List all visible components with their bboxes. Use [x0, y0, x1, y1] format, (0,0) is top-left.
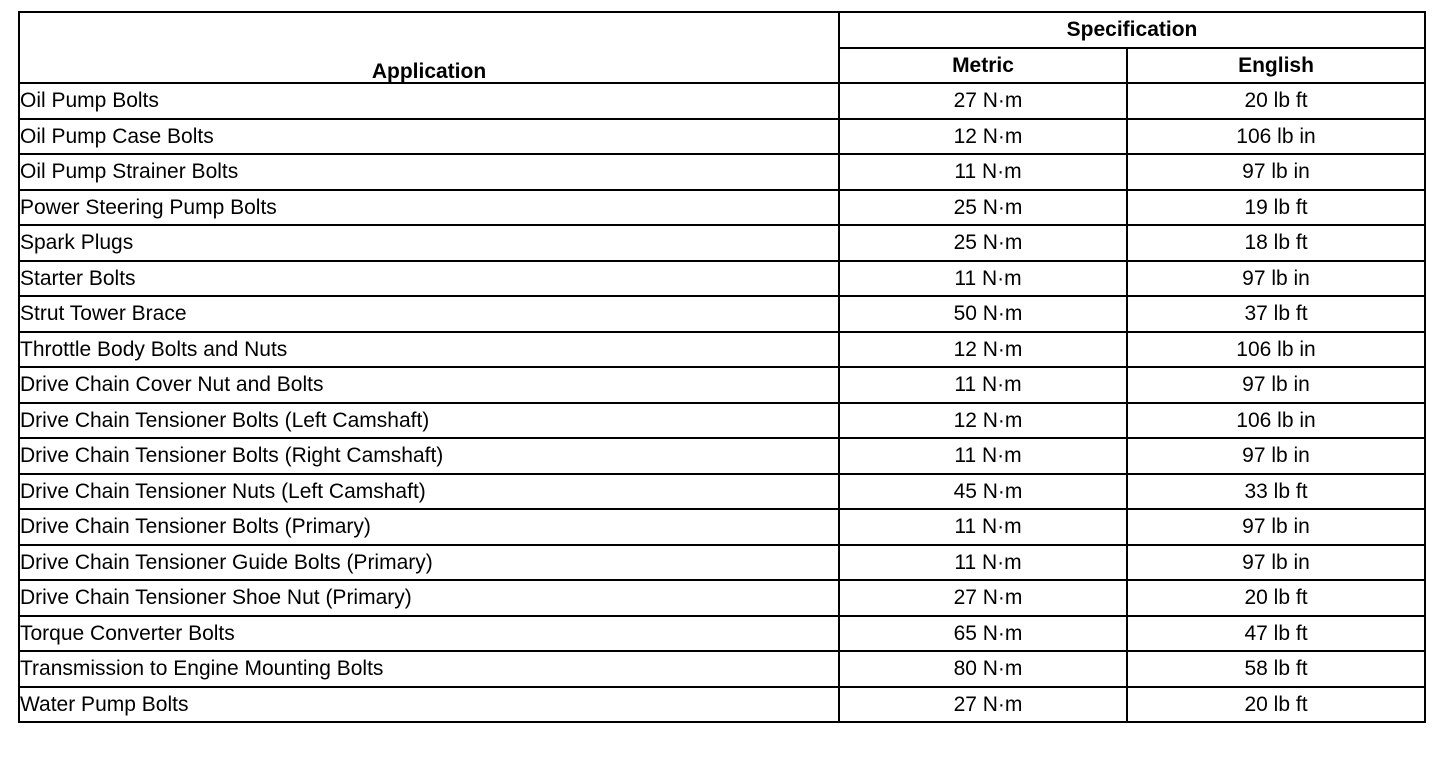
english-cell: 97 lb in [1127, 261, 1425, 297]
english-cell: 20 lb ft [1127, 83, 1425, 119]
english-cell: 97 lb in [1127, 545, 1425, 581]
header-row-top [19, 12, 1425, 48]
table-row [19, 154, 1425, 190]
metric-cell [839, 438, 1127, 474]
metric-cell [839, 367, 1127, 403]
english-cell: 106 lb in [1127, 119, 1425, 155]
metric-value: 12 N·m [953, 408, 1023, 432]
metric-cell [839, 190, 1127, 226]
table-row [19, 474, 1425, 510]
metric-header: Metric [839, 48, 1127, 84]
metric-cell [839, 154, 1127, 190]
metric-cell [839, 296, 1127, 332]
metric-cell [839, 119, 1127, 155]
application-cell: Oil Pump Case Bolts [19, 119, 839, 155]
metric-value: 45 N·m [953, 479, 1023, 503]
application-cell: Drive Chain Cover Nut and Bolts [19, 367, 839, 403]
english-cell: 106 lb in [1127, 403, 1425, 439]
metric-cell [839, 509, 1127, 545]
table-row [19, 367, 1425, 403]
english-cell: 20 lb ft [1127, 687, 1425, 723]
english-cell: 58 lb ft [1127, 651, 1425, 687]
metric-cell [839, 225, 1127, 261]
table-row [19, 651, 1425, 687]
metric-cell [839, 474, 1127, 510]
english-cell: 97 lb in [1127, 509, 1425, 545]
application-cell: Throttle Body Bolts and Nuts [19, 332, 839, 368]
english-cell: 106 lb in [1127, 332, 1425, 368]
table-row [19, 119, 1425, 155]
table-row [19, 83, 1425, 119]
application-cell: Starter Bolts [19, 261, 839, 297]
application-cell: Drive Chain Tensioner Bolts (Right Camshaft) [19, 438, 839, 474]
application-cell: Drive Chain Tensioner Guide Bolts (Primary) [19, 545, 839, 581]
metric-value: 25 N·m [953, 195, 1023, 219]
table-row [19, 580, 1425, 616]
english-cell: 97 lb in [1127, 367, 1425, 403]
application-cell: Drive Chain Tensioner Bolts (Left Camshaft) [19, 403, 839, 439]
metric-value: 25 N·m [953, 231, 1023, 255]
metric-cell [839, 261, 1127, 297]
table-row [19, 509, 1425, 545]
metric-value: 12 N·m [953, 337, 1023, 361]
english-cell: 19 lb ft [1127, 190, 1425, 226]
metric-cell [839, 616, 1127, 652]
metric-cell [839, 651, 1127, 687]
metric-value: 11 N·m [954, 550, 1022, 574]
table-row [19, 616, 1425, 652]
metric-value: 11 N·m [954, 373, 1022, 397]
table-header [19, 12, 1425, 83]
english-cell: 20 lb ft [1127, 580, 1425, 616]
english-cell: 18 lb ft [1127, 225, 1425, 261]
application-cell: Oil Pump Strainer Bolts [19, 154, 839, 190]
application-cell: Drive Chain Tensioner Shoe Nut (Primary) [19, 580, 839, 616]
specification-header: Specification [839, 12, 1425, 48]
application-cell: Oil Pump Bolts [19, 83, 839, 119]
table-body [19, 83, 1425, 722]
application-header: Application [19, 12, 839, 83]
application-cell: Strut Tower Brace [19, 296, 839, 332]
metric-value: 11 N·m [954, 515, 1022, 539]
metric-cell [839, 687, 1127, 723]
table-row [19, 225, 1425, 261]
english-cell: 33 lb ft [1127, 474, 1425, 510]
table-row [19, 687, 1425, 723]
application-cell: Torque Converter Bolts [19, 616, 839, 652]
metric-value: 27 N·m [953, 586, 1023, 610]
english-cell: 47 lb ft [1127, 616, 1425, 652]
metric-value: 11 N·m [954, 160, 1022, 184]
metric-value: 65 N·m [953, 621, 1023, 645]
english-cell: 97 lb in [1127, 438, 1425, 474]
table-row [19, 261, 1425, 297]
metric-value: 11 N·m [954, 266, 1022, 290]
metric-cell [839, 83, 1127, 119]
metric-value: 27 N·m [953, 692, 1023, 716]
metric-value: 11 N·m [954, 444, 1022, 468]
english-header: English [1127, 48, 1425, 84]
application-cell: Spark Plugs [19, 225, 839, 261]
torque-spec-table [18, 11, 1426, 723]
table-row [19, 190, 1425, 226]
application-cell: Power Steering Pump Bolts [19, 190, 839, 226]
table-row [19, 332, 1425, 368]
metric-cell [839, 403, 1127, 439]
application-cell: Water Pump Bolts [19, 687, 839, 723]
application-cell: Drive Chain Tensioner Nuts (Left Camshaft) [19, 474, 839, 510]
metric-value: 50 N·m [953, 302, 1023, 326]
metric-value: 12 N·m [953, 124, 1023, 148]
english-cell: 97 lb in [1127, 154, 1425, 190]
metric-cell [839, 580, 1127, 616]
metric-value: 80 N·m [953, 657, 1023, 681]
application-cell: Drive Chain Tensioner Bolts (Primary) [19, 509, 839, 545]
metric-value: 27 N·m [953, 89, 1023, 113]
metric-cell [839, 545, 1127, 581]
table-row [19, 403, 1425, 439]
table-row [19, 296, 1425, 332]
english-cell: 37 lb ft [1127, 296, 1425, 332]
table-row [19, 545, 1425, 581]
table-row [19, 438, 1425, 474]
application-cell: Transmission to Engine Mounting Bolts [19, 651, 839, 687]
metric-cell [839, 332, 1127, 368]
